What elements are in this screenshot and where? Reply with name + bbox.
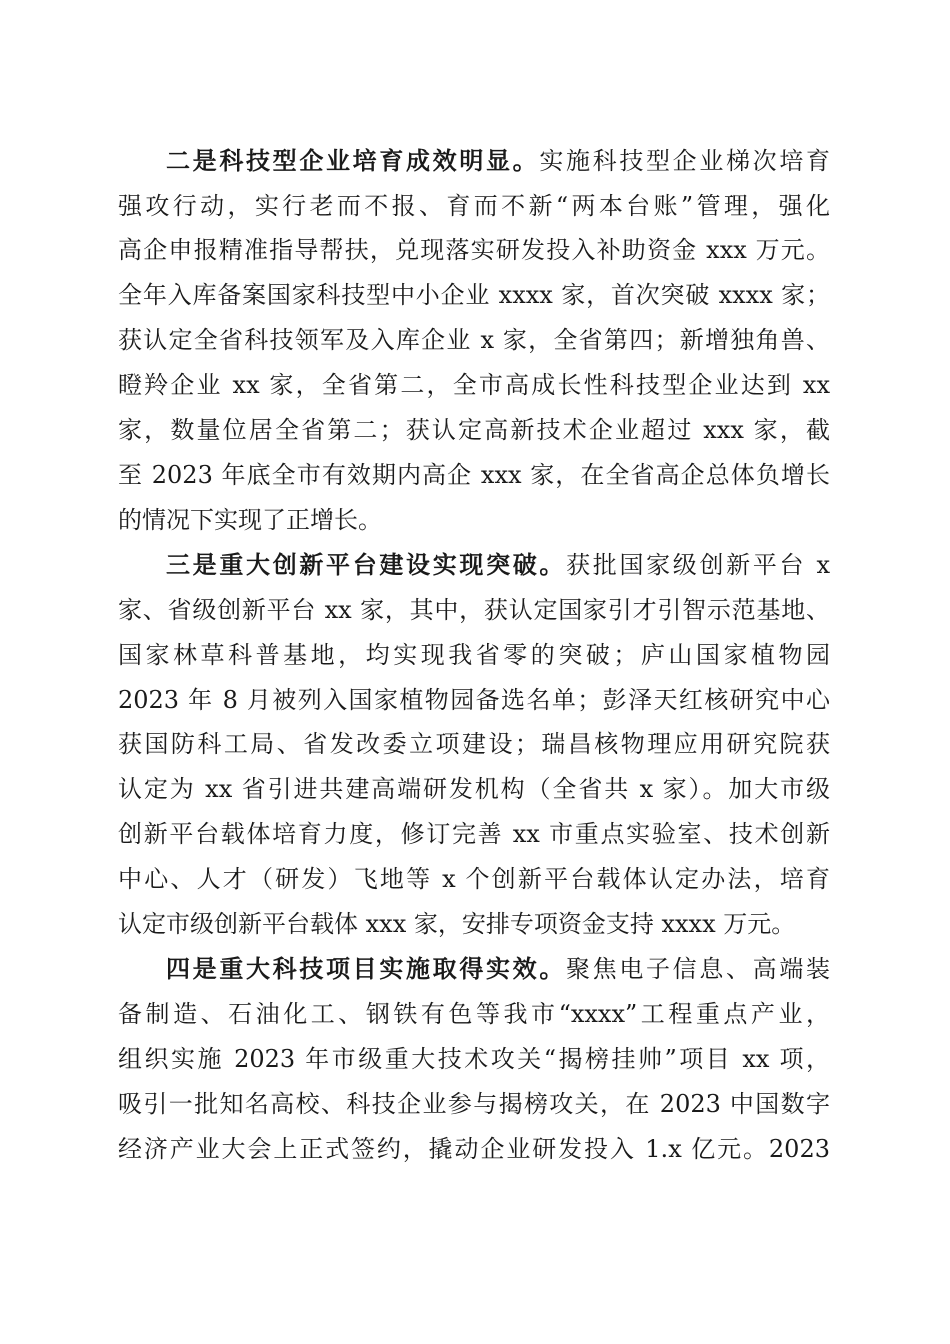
- paragraph-1-line-1: [166, 145, 830, 177]
- paragraph-1-line-5: 获认定全省科技领军及入库企业 x 家，全省第四；新增独角兽、: [118, 326, 830, 354]
- paragraph-2-line-3: 国家林草科普基地，均实现我省零的突破；庐山国家植物园: [118, 641, 830, 669]
- paragraph-1-text: 实施科技型企业梯次培育: [539, 147, 831, 175]
- paragraph-3-line-2: 备制造、石油化工、钢铁有色等我市“xxxx”工程重点产业，: [118, 1000, 830, 1028]
- paragraph-1-line-8: 至 2023 年底全市有效期内高企 xxx 家，在全省高企总体负增长: [118, 461, 830, 489]
- paragraph-2-line-4: 2023 年 8 月被列入国家植物园备选名单；彭泽天红核研究中心: [118, 686, 830, 714]
- paragraph-2-lead: 三是重大创新平台建设实现突破。: [166, 550, 567, 579]
- paragraph-3-line-5: 经济产业大会上正式签约，撬动企业研发投入 1.x 亿元。2023: [118, 1135, 830, 1163]
- paragraph-2-line-7: 创新平台载体培育力度，修订完善 xx 市重点实验室、技术创新: [118, 820, 830, 848]
- paragraph-3-line-1: [166, 953, 830, 985]
- paragraph-1-line-6: 瞪羚企业 xx 家，全省第二，全市高成长性科技型企业达到 xx: [118, 371, 830, 399]
- paragraph-3-line-3: 组织实施 2023 年市级重大技术攻关“揭榜挂帅”项目 xx 项，: [118, 1045, 830, 1073]
- paragraph-2-line-8: 中心、人才（研发）飞地等 x 个创新平台载体认定办法，培育: [118, 865, 830, 893]
- paragraph-1-line-4: 全年入库备案国家科技型中小企业 xxxx 家，首次突破 xxxx 家；: [118, 281, 830, 309]
- paragraph-2-line-9: 认定市级创新平台载体 xxx 家，安排专项资金支持 xxxx 万元。: [118, 910, 796, 938]
- paragraph-1-line-9: 的情况下实现了正增长。: [118, 506, 382, 534]
- paragraph-3-line-4: 吸引一批知名高校、科技企业参与揭榜攻关，在 2023 中国数字: [118, 1090, 830, 1118]
- paragraph-3-lead: 四是重大科技项目实施取得实效。: [166, 954, 566, 983]
- paragraph-2-line-1: [166, 549, 830, 581]
- paragraph-2-line-6: 认定为 xx 省引进共建高端研发机构（全省共 x 家）。加大市级: [118, 775, 830, 803]
- paragraph-3-text: 聚焦电子信息、高端装: [566, 955, 830, 983]
- paragraph-1-line-2: 强攻行动，实行老而不报、育而不新“两本台账”管理，强化: [118, 192, 830, 220]
- paragraph-1-line-7: 家，数量位居全省第二；获认定高新技术企业超过 xxx 家，截: [118, 416, 830, 444]
- paragraph-2-line-2: 家、省级创新平台 xx 家，其中，获认定国家引才引智示范基地、: [118, 596, 830, 624]
- paragraph-2-line-5: 获国防科工局、省发改委立项建设；瑞昌核物理应用研究院获: [118, 730, 830, 758]
- paragraph-1-lead: 二是科技型企业培育成效明显。: [166, 146, 540, 175]
- paragraph-2-text: 获批国家级创新平台 x: [566, 551, 831, 579]
- paragraph-1-line-3: 高企申报精准指导帮扶，兑现落实研发投入补助资金 xxx 万元。: [118, 236, 830, 264]
